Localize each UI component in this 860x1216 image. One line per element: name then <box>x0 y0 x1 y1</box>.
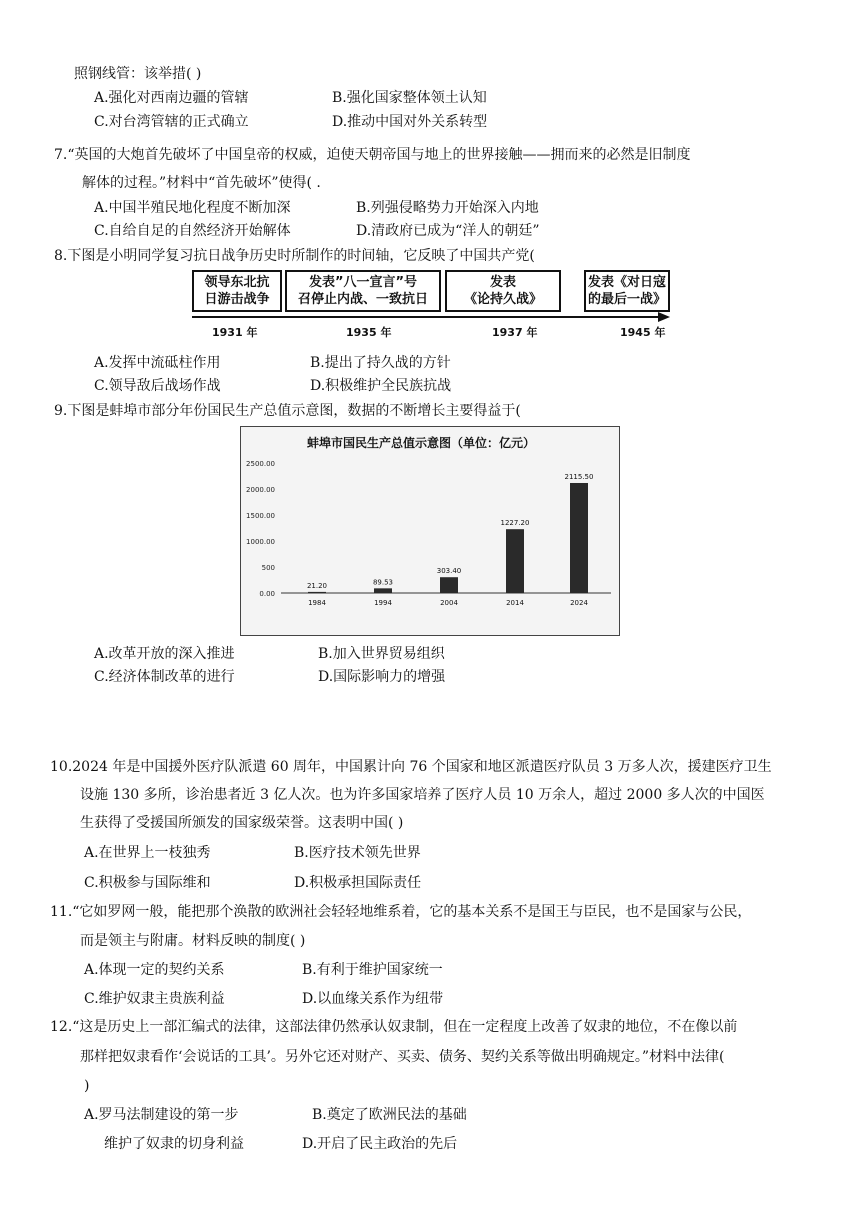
timeline-year-1945: 1945 年 <box>620 326 666 339</box>
q11-stem-line2: 而是领主与附庸。材料反映的制度( ) <box>80 933 306 949</box>
q12-stem-line2: 那样把奴隶看作‘会说话的工具’。另外它还对财产、买卖、债务、契约关系等做出明确规定。”材料中法律( <box>80 1049 725 1065</box>
timeline-event-text: 《论持久战》 <box>463 292 542 307</box>
q11-option-d[interactable]: D.以血缘关系作为纽带 <box>302 991 444 1007</box>
bar-2024 <box>570 483 588 593</box>
q12-option-d[interactable]: D.开启了民主政治的先后 <box>302 1136 458 1152</box>
q6-option-b[interactable]: B.强化国家整体领土认知 <box>332 90 487 106</box>
q6-option-a[interactable]: A.强化对西南边疆的管辖 <box>94 90 249 106</box>
q6-option-c[interactable]: C.对台湾管辖的正式确立 <box>94 114 249 130</box>
q7-stem-line2: 解体的过程。”材料中“首先破坏”使得( . <box>82 175 321 191</box>
q12-stem-line1: 12.“这是历史上一部汇编式的法律，这部法律仍然承认奴隶制，但在一定程度上改善了奴隶的地位，不在像以前 <box>50 1019 738 1035</box>
q8-stem: 8.下图是小明同学复习抗日战争历史时所制作的时间轴，它反映了中国共产党( <box>54 248 535 264</box>
timeline-event-text: 发表”八一宣言”号 <box>308 275 418 290</box>
q11-stem-line1: 11.“它如罗网一般，能把那个涣散的欧洲社会轻轻地维系着，它的基本关系不是国王与臣民，也不是国家与公民， <box>50 904 752 920</box>
q11-option-b[interactable]: B.有利于维护国家统一 <box>302 962 443 978</box>
bar-1994 <box>374 588 392 593</box>
q10-stem-line1: 10.2024 年是中国援外医疗队派遣 60 周年，中国累计向 76 个国家和地区派遣医疗队员 3 万多人次，援建医疗卫生 <box>50 759 772 775</box>
q12-option-b[interactable]: B.奠定了欧洲民法的基础 <box>312 1107 467 1123</box>
x-tick-label: 1994 <box>374 599 392 607</box>
timeline-year-1935: 1935 年 <box>346 326 392 339</box>
q10-option-c[interactable]: C.积极参与国际维和 <box>84 875 211 891</box>
q10-stem-line2: 设施 130 多所，诊治患者近 3 亿人次。也为许多国家培养了医疗人员 10 万余人，超过 2000 多人次的中国医 <box>80 787 765 803</box>
q8-option-d[interactable]: D.积极维护全民族抗战 <box>310 378 452 394</box>
q11-option-c[interactable]: C.维护奴隶主贵族利益 <box>84 991 225 1007</box>
x-tick-label: 2004 <box>440 599 458 607</box>
q7-stem-line1: 7.“英国的大炮首先破坏了中国皇帝的权威，迫使天朝帝国与地上的世界接触——拥而来的必然是旧制度 <box>54 147 691 163</box>
q10-option-a[interactable]: A.在世界上一枝独秀 <box>84 845 211 861</box>
q9-option-a[interactable]: A.改革开放的深入推进 <box>94 646 235 662</box>
bar-2004 <box>440 577 458 593</box>
y-tick-label: 0.00 <box>259 590 275 598</box>
y-tick-label: 500 <box>261 564 275 572</box>
timeline-event-1935 <box>285 270 441 312</box>
bar-value-label: 303.40 <box>436 567 462 576</box>
timeline-event-text: 召停止内战、一致抗日 <box>297 292 428 307</box>
bar-2014 <box>506 529 524 593</box>
q7-option-a[interactable]: A.中国半殖民地化程度不断加深 <box>94 200 291 216</box>
y-tick-label: 2000.00 <box>246 486 275 494</box>
q6-stem: 照钢线管：该举措( ) <box>74 66 202 82</box>
q12-option-a[interactable]: A.罗马法制建设的第一步 <box>84 1107 239 1123</box>
timeline-year-1937: 1937 年 <box>492 326 538 339</box>
chart-title: 蚌埠市国民生产总值示意图（单位：亿元） <box>306 436 536 450</box>
q9-stem: 9.下图是蚌埠市部分年份国民生产总值示意图，数据的不断增长主要得益于( <box>54 403 521 419</box>
timeline-event-text: 发表 <box>489 275 516 290</box>
timeline-event-text: 日游击战争 <box>204 292 270 307</box>
timeline-event-text: 领导东北抗 <box>204 275 270 290</box>
q10-option-b[interactable]: B.医疗技术领先世界 <box>294 845 421 861</box>
q8-option-b[interactable]: B.提出了持久战的方针 <box>310 355 451 371</box>
timeline-event-1945 <box>584 270 670 312</box>
q10-stem-line3: 生获得了受援国所颁发的国家级荣誉。这表明中国( ) <box>80 815 404 831</box>
timeline-event-1931 <box>192 270 282 312</box>
bar-value-label: 2115.50 <box>564 472 594 481</box>
y-tick-label: 1500.00 <box>246 512 275 520</box>
q7-option-b[interactable]: B.列强侵略势力开始深入内地 <box>356 200 539 216</box>
bar-value-label: 1227.20 <box>500 519 530 528</box>
timeline-event-text: 发表《对日寇 <box>587 275 666 290</box>
bar-value-label: 21.20 <box>306 581 328 590</box>
y-tick-label: 2500.00 <box>246 460 275 468</box>
q10-option-d[interactable]: D.积极承担国际责任 <box>294 875 422 891</box>
q7-option-d[interactable]: D.清政府已成为“洋人的朝廷” <box>356 223 540 239</box>
q9-option-b[interactable]: B.加入世界贸易组织 <box>318 646 445 662</box>
q6-option-d[interactable]: D.推动中国对外关系转型 <box>332 114 488 130</box>
x-tick-label: 2024 <box>570 599 588 607</box>
bar-1984 <box>308 592 326 594</box>
timeline-axis <box>190 310 672 324</box>
y-tick-label: 1000.00 <box>246 538 275 546</box>
bar-value-label: 89.53 <box>372 578 394 587</box>
timeline-event-1937 <box>445 270 561 312</box>
q11-option-a[interactable]: A.体现一定的契约关系 <box>84 962 225 978</box>
timeline-event-text: 的最后一战》 <box>587 292 666 307</box>
q9-option-d[interactable]: D.国际影响力的增强 <box>318 669 446 685</box>
q12-option-c[interactable]: 维护了奴隶的切身利益 <box>104 1136 244 1152</box>
q8-option-a[interactable]: A.发挥中流砥柱作用 <box>94 355 221 371</box>
q8-option-c[interactable]: C.领导敌后战场作战 <box>94 378 221 394</box>
x-tick-label: 1984 <box>308 599 326 607</box>
q7-option-c[interactable]: C.自给自足的自然经济开始解体 <box>94 223 291 239</box>
x-tick-label: 2014 <box>506 599 524 607</box>
gdp-chart-svg <box>241 427 619 635</box>
gdp-chart <box>240 426 620 636</box>
q9-option-c[interactable]: C.经济体制改革的进行 <box>94 669 235 685</box>
q12-stem-line3: ) <box>84 1078 90 1094</box>
timeline-year-1931: 1931 年 <box>212 326 258 339</box>
